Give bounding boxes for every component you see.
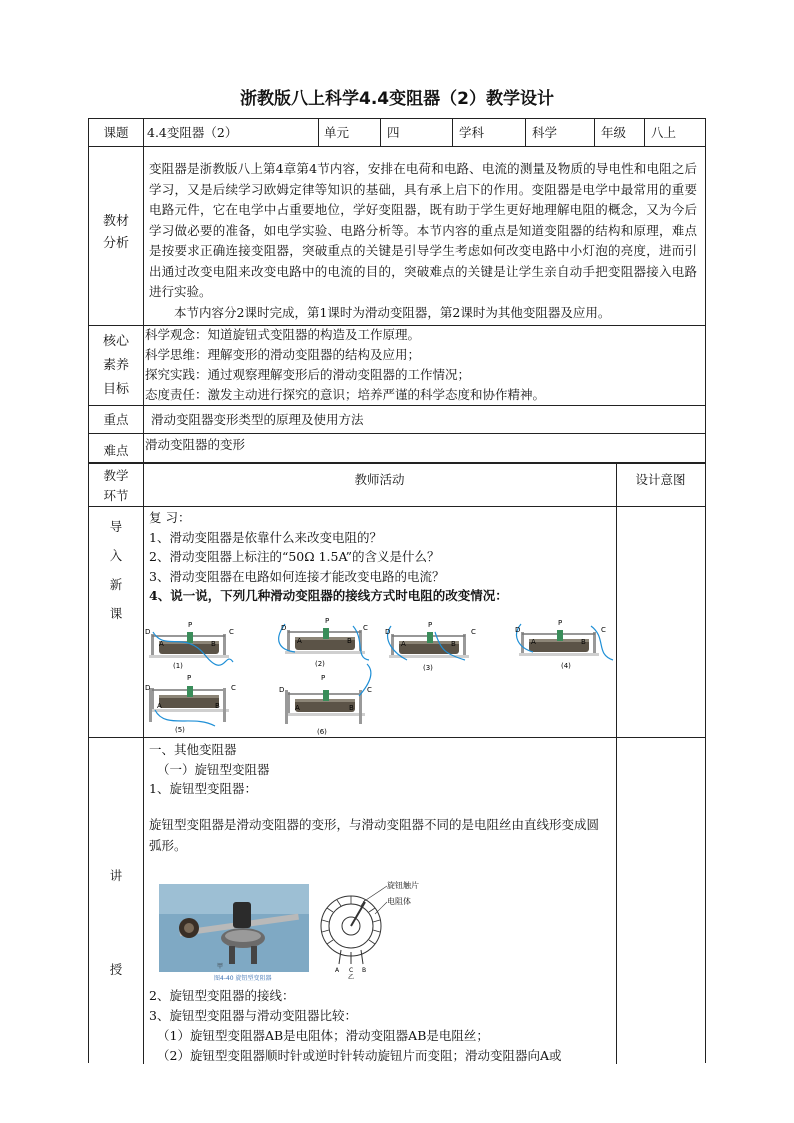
stage-header — [89, 466, 143, 506]
fig4-caption: (4) — [561, 662, 571, 670]
stage-header-line-2: 环节 — [103, 488, 129, 503]
fig3-terminal-d: D — [385, 628, 391, 636]
fig6-terminal-d: D — [279, 686, 285, 694]
design-intent-header: 设计意图 — [635, 472, 686, 487]
lecture-item-2: 2、旋钮型变阻器的接线： — [149, 988, 295, 1003]
fig5-terminal-b: B — [215, 702, 220, 710]
fig1-terminal-c: C — [229, 628, 234, 636]
diagram-label-contact: 旋钮触片 — [387, 881, 419, 890]
lecture-heading-2: （一）旋钮型变阻器 — [157, 761, 270, 777]
lecture-content-bottom — [149, 986, 614, 1066]
review-question-2: 2、滑动变阻器上标注的“50Ω 1.5A”的含义是什么？ — [149, 549, 440, 564]
fig1-caption: (1) — [173, 662, 183, 670]
fig4-terminal-c: C — [601, 626, 606, 634]
intro-stage-char-4: 课 — [109, 606, 123, 621]
rheostat-figure-6 — [279, 664, 372, 736]
intro-stage-char-2: 入 — [109, 548, 123, 563]
review-question-4: 4、说一说，下列几种滑动变阻器的接线方式时电阻的改变情况： — [149, 588, 508, 603]
review-question-1: 1、滑动变阻器是依靠什么来改变电阻的？ — [149, 529, 382, 545]
intro-stage-label — [89, 512, 143, 628]
fig2-terminal-b: B — [347, 637, 352, 645]
diagram-terminal-b: B — [362, 967, 367, 974]
photo-caption: 图4-40 旋钮型变阻器 — [214, 975, 272, 982]
intro-stage-char-1: 导 — [109, 519, 123, 534]
analysis-label — [89, 211, 143, 255]
literacy-label-line-3: 目标 — [102, 382, 129, 397]
rheostat-figure-4 — [515, 619, 613, 670]
diagram-terminal-c: C — [349, 967, 354, 974]
fig4-terminal-b: B — [581, 638, 586, 646]
literacy-line-3: 探究实践：通过观察理解变形后的滑动变阻器的工作情况； — [145, 367, 471, 382]
knob-rheostat-diagram — [317, 872, 447, 980]
rheostat-figures — [145, 610, 615, 736]
literacy-content — [145, 325, 697, 405]
stage-header-line-1: 教学 — [103, 468, 129, 483]
fig3-terminal-c: C — [471, 628, 476, 636]
fig2-terminal-c: C — [363, 624, 368, 632]
lecture-heading-1: 一、其他变阻器 — [149, 742, 237, 757]
fig5-terminal-c: C — [231, 684, 236, 692]
fig6-terminal-a: A — [295, 704, 300, 712]
grade-value: 八上 — [651, 125, 677, 140]
info-table — [88, 118, 706, 463]
fig5-caption: (5) — [175, 726, 185, 734]
review-question-3: 3、滑动变阻器在电路如何连接才能改变电路的电流？ — [149, 568, 445, 584]
literacy-label-line-2: 素养 — [102, 358, 129, 373]
unit-label: 单元 — [324, 125, 350, 140]
rheostat-figure-1 — [145, 621, 234, 670]
literacy-line-2: 科学思维：理解变形的滑动变阻器的结构及应用； — [145, 347, 421, 362]
analysis-paragraph-2: 本节内容分2课时完成，第1课时为滑动变阻器，第2课时为其他变阻器及应用。 — [174, 304, 611, 320]
lecture-stage-char-2: 授 — [109, 962, 123, 977]
fig4-terminal-d: D — [515, 626, 521, 634]
intro-stage-char-3: 新 — [109, 577, 123, 592]
process-table — [88, 463, 706, 1063]
lecture-compare-2: （2）旋钮型变阻器顺时针或逆时针转动旋钮片而变阻；滑动变阻器向A或 — [157, 1048, 562, 1063]
rheostat-figure-2 — [279, 617, 369, 668]
rheostat-figure-5 — [145, 674, 236, 734]
literacy-label-line-1: 核心 — [102, 334, 129, 349]
grade-label: 年级 — [601, 125, 627, 140]
analysis-label-line-1: 教材 — [102, 214, 129, 229]
difficulty-label: 难点 — [103, 443, 129, 458]
photo-label: 甲 — [217, 963, 224, 970]
subject-label: 学科 — [459, 125, 485, 140]
analysis-content — [149, 159, 697, 323]
literacy-line-1: 科学观念：知道旋钮式变阻器的构造及工作原理。 — [145, 327, 421, 342]
fig1-terminal-p: P — [188, 621, 193, 629]
fig1-terminal-a: A — [159, 640, 164, 648]
analysis-label-line-2: 分析 — [102, 236, 129, 251]
literacy-line-4: 态度责任：激发主动进行探究的意识；培养严谨的科学态度和协作精神。 — [145, 387, 546, 402]
lecture-item-3: 3、旋钮型变阻器与滑动变阻器比较： — [149, 1008, 357, 1023]
fig2-terminal-a: A — [297, 637, 302, 645]
fig1-terminal-d: D — [145, 628, 151, 636]
lecture-item-1: 1、旋钮型变阻器： — [149, 781, 257, 796]
diagram-label: 乙 — [348, 974, 355, 980]
topic-label: 课题 — [103, 125, 129, 140]
review-heading: 复 习： — [149, 510, 191, 525]
fig3-terminal-p: P — [428, 621, 433, 629]
subject-value: 科学 — [532, 125, 558, 140]
fig2-terminal-d: D — [281, 624, 287, 632]
rheostat-figure-3 — [385, 621, 476, 672]
diagram-terminal-a: A — [335, 967, 340, 974]
difficulty-value: 滑动变阻器的变形 — [145, 437, 246, 452]
literacy-label — [89, 330, 143, 402]
fig3-terminal-b: B — [451, 640, 456, 648]
focus-value: 滑动变阻器变形类型的原理及使用方法 — [151, 412, 364, 427]
lecture-description: 旋钮型变阻器是滑动变阻器的变形，与滑动变阻器不同的是电阻丝由直线形变成圆弧形。 — [149, 817, 600, 853]
teacher-activity-header: 教师活动 — [354, 472, 405, 487]
fig5-terminal-p: P — [187, 674, 192, 682]
lecture-compare-1: （1）旋钮型变阻器AB是电阻体；滑动变阻器AB是电阻丝； — [157, 1028, 489, 1043]
fig6-terminal-p: P — [321, 674, 326, 682]
fig6-caption: (6) — [317, 728, 327, 736]
fig2-terminal-p: P — [325, 617, 330, 625]
unit-value: 四 — [387, 125, 400, 140]
fig1-terminal-b: B — [211, 640, 216, 648]
knob-rheostat-photo — [159, 884, 309, 982]
diagram-label-resistor: 电阻体 — [387, 897, 411, 906]
fig2-caption: (2) — [315, 660, 325, 668]
fig4-terminal-p: P — [558, 619, 563, 627]
document-title: 浙教版八上科学4.4变阻器（2）教学设计 — [240, 89, 554, 109]
topic-value: 4.4变阻器（2） — [147, 125, 238, 140]
lecture-content-top — [149, 740, 614, 799]
intro-content — [149, 508, 614, 606]
fig6-terminal-b: B — [349, 704, 354, 712]
focus-label: 重点 — [103, 412, 129, 427]
fig3-terminal-a: A — [401, 640, 406, 648]
lecture-stage-char-1: 讲 — [109, 868, 123, 883]
fig5-terminal-a: A — [157, 702, 162, 710]
fig4-terminal-a: A — [531, 638, 536, 646]
fig3-caption: (3) — [423, 664, 433, 672]
analysis-paragraph-1: 变阻器是浙教版八上第4章第4节内容，安排在电荷和电路、电流的测量及物质的导电性和电阻之后学习，又是后续学习欧姆定律等知识的基础，具有承上启下的作用。变阻器是电学中最常用的重要电路元件，它在电学中占重要地位，学好变阻器，既有助于学生更好地理解电阻的概念，又为今后学习做必要的准备，如电学实验、电路分析等。本节内容的重点是知道变阻器的结构和原理，难点是按要求正确连接变阻器，突破重点的关键是引导学生考虑如何改变电路中小灯泡的亮度，进而引出通过改变电阻来改变电路中的电流的目的，突破难点的关键是让学生亲自动手把变阻器接入电路进行实验。 — [149, 161, 697, 299]
fig6-terminal-c: C — [367, 686, 372, 694]
fig5-terminal-d: D — [145, 684, 151, 692]
